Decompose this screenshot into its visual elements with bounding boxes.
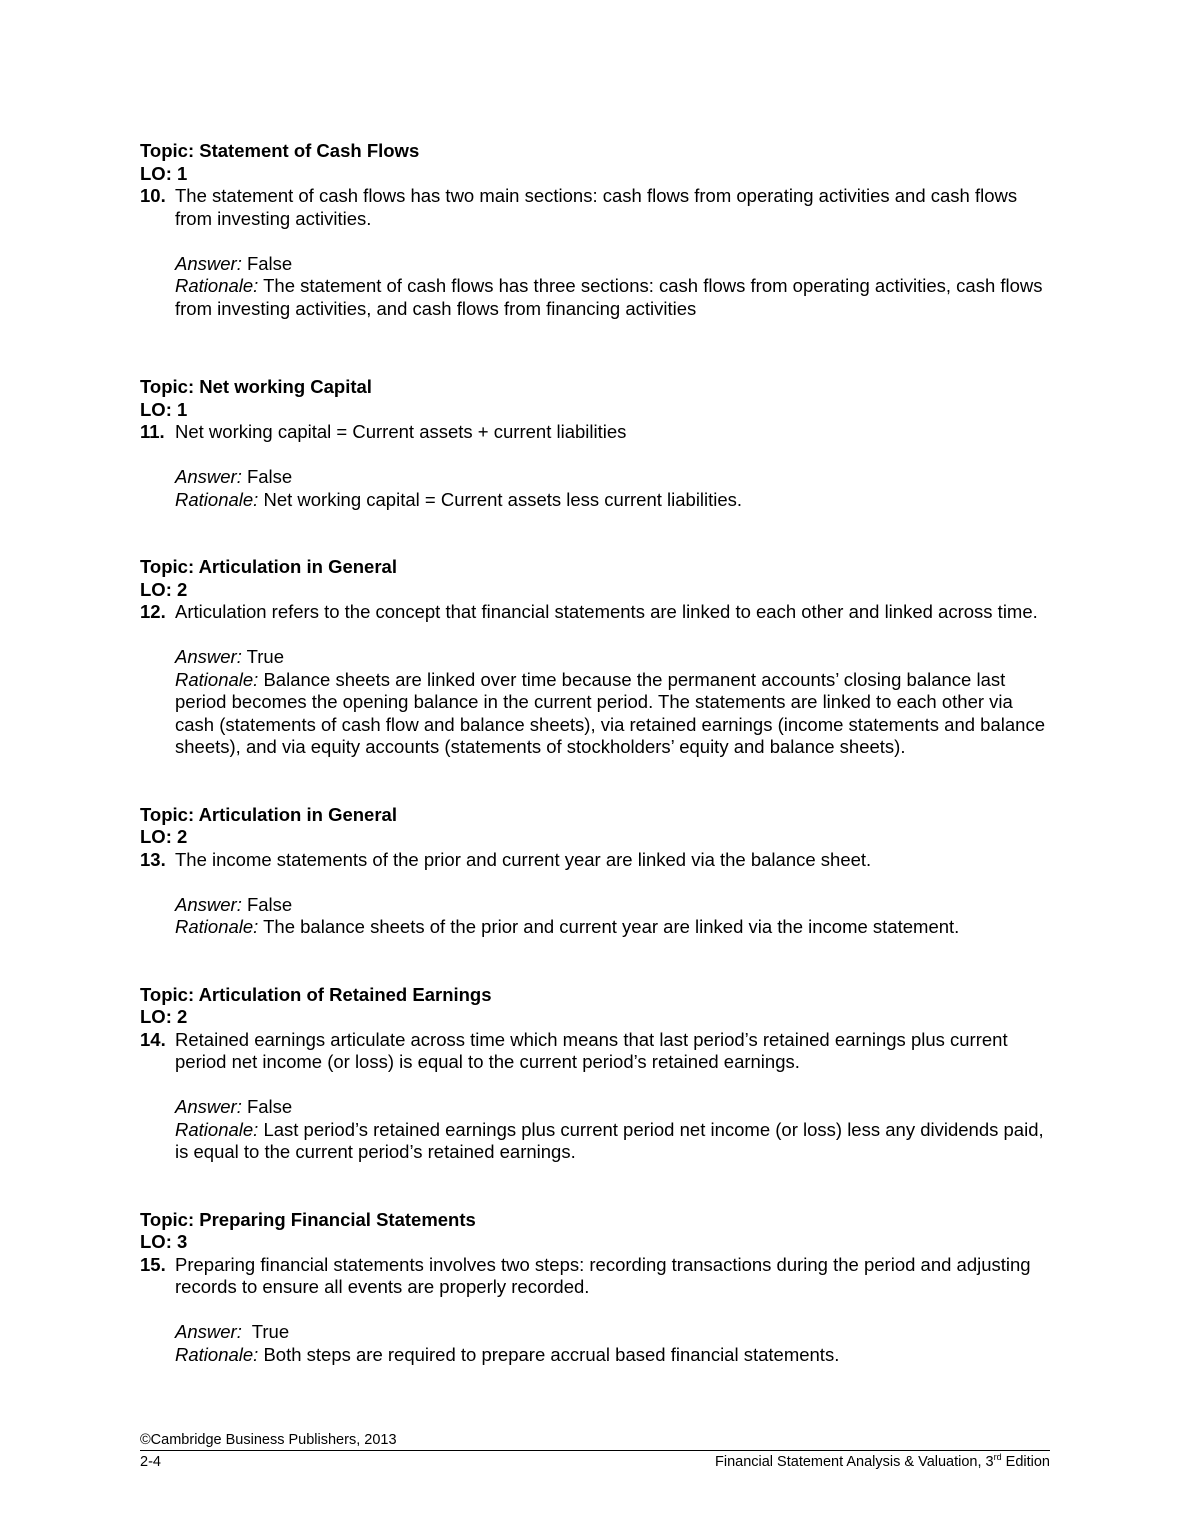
rationale-text: The balance sheets of the prior and current year are linked via the income statement. [258,916,960,937]
question-text: The income statements of the prior and current year are linked via the balance sheet. [175,848,872,870]
question-text: Net working capital = Current assets + current liabilities [175,421,627,442]
question-block [140,376,1050,511]
answer-block [175,1321,1050,1366]
answer-label: Answer: [175,893,242,915]
answer-value: False [241,466,293,487]
answer-label: Answer: [175,646,242,667]
rationale-label: Rationale: [175,668,259,690]
answer-block [175,466,1050,511]
topic-heading: Topic: Preparing Financial Statements [140,1208,476,1230]
rationale-label: Rationale: [175,1118,259,1140]
question-row [140,1254,1050,1299]
edition-suffix: Edition [1001,1454,1050,1470]
answer-label: Answer: [175,252,242,274]
question-number: 11. [140,421,165,442]
answer-label: Answer: [175,1096,242,1117]
topic-heading: Topic: Statement of Cash Flows [140,140,420,161]
rationale-line [175,669,1050,759]
question-number: 14. [140,1028,166,1050]
question-row [140,1029,1050,1074]
question-row [140,601,1050,624]
rationale-label: Rationale: [175,488,259,510]
answer-label: Answer: [175,466,242,487]
rationale-text: Balance sheets are linked over time because the permanent accounts’ closing balance last period becomes the opening balance in the current period. The statements are linked to each other via cash (statements of cash flow and balance sheets), via retained earnings (income statements and balance sheets), and via equity accounts (statements of stockholders’ equity and balance sheets). [175,668,1045,757]
question-text: The statement of cash flows has two main sections: cash flows from operating activities and cash flows from investing activities. [175,185,1018,229]
rationale-label: Rationale: [175,916,259,937]
question-text: Retained earnings articulate across time which means that last period’s retained earnings plus current period net income (or loss) is equal to the current period’s retained earnings. [175,1028,1008,1072]
question-number: 15. [140,1253,166,1275]
answer-value: False [241,252,293,274]
learning-objective: LO: 2 [140,826,188,847]
question-list [140,140,1050,1366]
topic-heading: Topic: Articulation in General [140,803,397,825]
question-number: 13. [140,848,166,870]
question-block [140,1209,1050,1367]
footer-divider [140,1450,1050,1451]
question-text: Articulation refers to the concept that financial statements are linked to each other and linked across time. [175,601,1038,622]
question-block [140,556,1050,759]
learning-objective: LO: 2 [140,578,188,600]
answer-block [175,253,1050,321]
footer [140,1453,1050,1471]
answer-block [175,1096,1050,1164]
learning-objective: LO: 3 [140,1231,188,1252]
footer-copyright: ©Cambridge Business Publishers, 2013 [140,1432,397,1448]
question-number: 10. [140,185,166,206]
question-block [140,804,1050,939]
answer-value: True [241,1321,290,1342]
question-row [140,421,1050,444]
rationale-line [175,916,1050,939]
answer-value: True [241,646,284,667]
question-row [140,185,1050,230]
topic-heading: Topic: Net working Capital [140,376,372,397]
book-title: Financial Statement Analysis & Valuation, 3 [715,1454,994,1470]
question-text: Preparing financial statements involves two steps: recording transactions during the period and adjusting records to ensure all events are properly recorded. [175,1253,1031,1297]
rationale-text: The statement of cash flows has three sections: cash flows from operating activities, cash flows from investing activities, and cash flows from financing activities [175,275,1043,319]
rationale-text: Net working capital = Current assets less current liabilities. [258,488,743,510]
answer-value: False [241,893,293,915]
rationale-line [175,1344,1050,1367]
answer-label: Answer: [175,1321,242,1342]
page-number: 2-4 [140,1454,161,1470]
answer-value: False [241,1096,293,1117]
answer-line [175,466,1050,489]
question-block [140,140,1050,320]
answer-line [175,253,1050,276]
book-title-line [715,1453,1050,1471]
rationale-line [175,1119,1050,1164]
answer-block [175,646,1050,759]
question-row [140,849,1050,872]
question-block [140,984,1050,1164]
rationale-line [175,275,1050,320]
topic-heading: Topic: Articulation in General [140,556,397,577]
topic-heading: Topic: Articulation of Retained Earnings [140,983,492,1005]
learning-objective: LO: 2 [140,1006,188,1027]
rationale-line [175,489,1050,512]
learning-objective: LO: 1 [140,162,188,184]
question-number: 12. [140,601,166,622]
rationale-label: Rationale: [175,275,259,296]
rationale-label: Rationale: [175,1343,259,1365]
rationale-text: Last period’s retained earnings plus current period net income (or loss) less any dividends paid, is equal to the current period’s retained earnings. [175,1118,1044,1162]
answer-line [175,1321,1050,1344]
answer-block [175,894,1050,939]
answer-line [175,1096,1050,1119]
edition-superscript: rd [993,1452,1002,1463]
answer-line [175,646,1050,669]
answer-line [175,894,1050,917]
learning-objective: LO: 1 [140,398,188,420]
rationale-text: Both steps are required to prepare accrual based financial statements. [258,1343,840,1365]
